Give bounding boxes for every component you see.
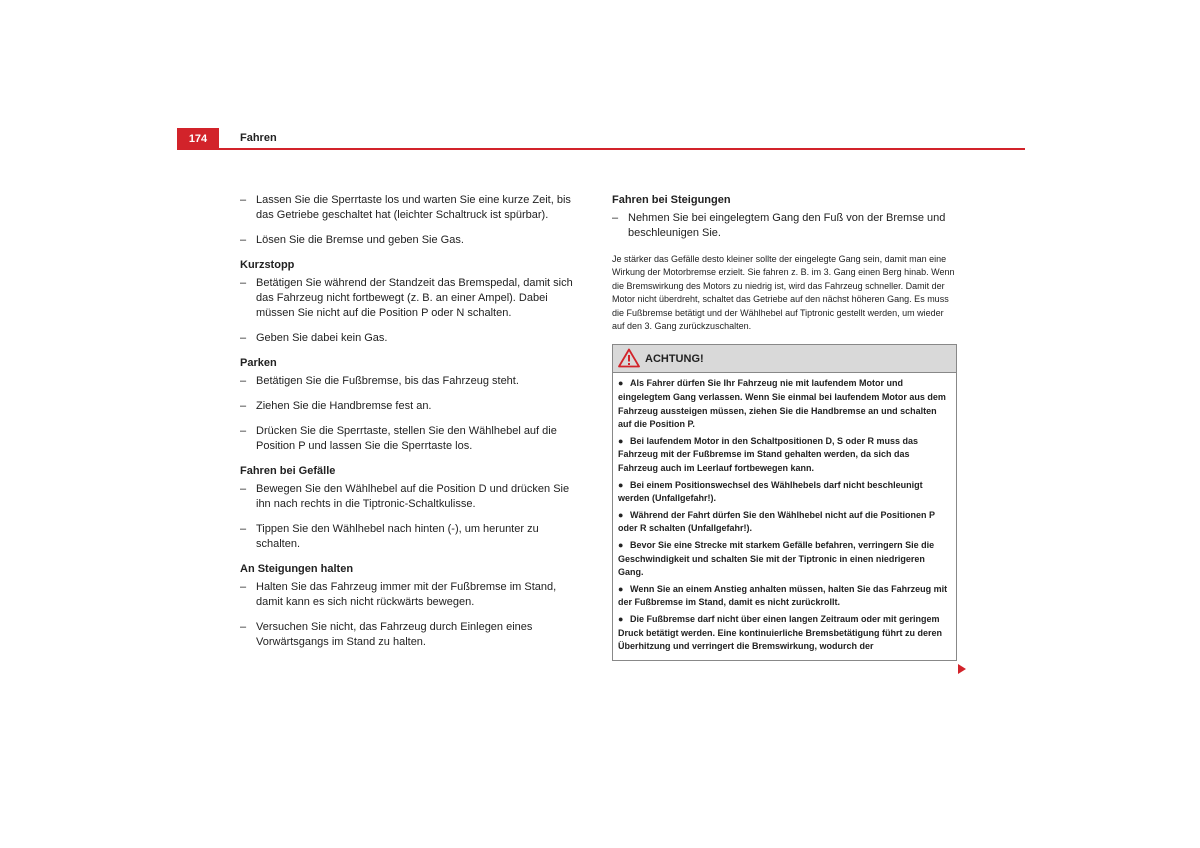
section-title-steigungen: Fahren bei Steigungen — [612, 194, 731, 206]
list-item: – Halten Sie das Fahrzeug immer mit der Fußbremse im Stand, damit kann es sich nicht rückwärts bewegen. — [240, 580, 585, 610]
bullet-icon: ● — [618, 435, 624, 446]
bullet-icon: ● — [618, 378, 624, 389]
list-item: – Drücken Sie die Sperrtaste, stellen Sie den Wählhebel auf die Position P und lassen Sie die Sperrtaste los. — [240, 424, 585, 454]
list-item: – Lassen Sie die Sperrtaste los und warten Sie eine kurze Zeit, bis das Getriebe geschaltet hat (leichter Schaltruck ist spürbar). — [240, 193, 585, 223]
header-rule — [177, 148, 1025, 150]
list-item: – Lösen Sie die Bremse und geben Sie Gas. — [240, 233, 585, 248]
list-item: – Bewegen Sie den Wählhebel auf die Position D und drücken Sie ihn nach rechts in die Tiptronic-Schaltkulisse. — [240, 482, 585, 512]
list-item: – Betätigen Sie während der Standzeit das Bremspedal, damit sich das Fahrzeug nicht fortbewegt (z. B. an einer Ampel). Dabei müssen Sie nicht auf die Position P oder N schalten. — [240, 276, 585, 321]
warning-header — [613, 345, 956, 373]
body-paragraph: Je stärker das Gefälle desto kleiner sollte der eingelegte Gang sein, damit man eine Wirkung der Motorbremse erzielt. Sie fahren z. B. im 3. Gang einen Berg hinab. Wenn die Bremswirkung des Motors zu niedrig ist, wird das Fahrzeug schneller. Damit der Motor nicht überdreht, schaltet das Getriebe auf den nächst höheren Gang. Es muss die Fußbremse betätigt und der Wählhebel auf Tiptronic gestellt werden, um wieder auf den 3. Gang zurückzuschalten. — [612, 254, 955, 332]
bullet-icon: ● — [618, 583, 624, 594]
list-item: – Geben Sie dabei kein Gas. — [240, 331, 585, 346]
warning-item: ● Bei einem Positionswechsel des Wählhebels darf nicht beschleunigt werden (Unfallgefahr!). — [618, 479, 923, 504]
section-title-parken: Parken — [240, 357, 277, 369]
warning-triangle-icon — [618, 348, 640, 368]
warning-title: ACHTUNG! — [645, 353, 704, 366]
page-number: 174 — [177, 128, 219, 149]
warning-item: ● Wenn Sie an einem Anstieg anhalten müssen, halten Sie das Fahrzeug mit der Fußbremse im Stand, damit es nicht zurückrollt. — [618, 583, 948, 608]
warning-item: ● Als Fahrer dürfen Sie Ihr Fahrzeug nie mit laufendem Motor und eingelegtem Gang verlassen. Wenn Sie einmal bei laufendem Motor aus dem Fahrzeug aussteigen müssen, ziehen Sie die Handbremse an und schalten auf die Position P. — [618, 378, 946, 430]
list-item: – Tippen Sie den Wählhebel nach hinten (-), um herunter zu schalten. — [240, 522, 585, 552]
bullet-icon: ● — [618, 613, 624, 624]
warning-box — [612, 344, 957, 660]
continue-arrow-icon — [958, 664, 966, 674]
left-column — [240, 193, 585, 660]
section-title-gefaelle: Fahren bei Gefälle — [240, 465, 336, 477]
list-item: – Betätigen Sie die Fußbremse, bis das Fahrzeug steht. — [240, 374, 585, 389]
warning-item: ● Die Fußbremse darf nicht über einen langen Zeitraum oder mit geringem Druck betätigt werden. Eine kontinuierliche Bremsbetätigung führt zu deren Überhitzung und verringert die Bremswirkung, wodurch der — [618, 613, 943, 652]
list-item: – Ziehen Sie die Handbremse fest an. — [240, 399, 585, 414]
section-title-kurzstopp: Kurzstopp — [240, 259, 295, 271]
bullet-icon: ● — [618, 479, 624, 490]
warning-item: ● Bevor Sie eine Strecke mit starkem Gefälle befahren, verringern Sie die Geschwindigkeit und schalten Sie mit der Tiptronic in einen niedrigeren Gang. — [618, 539, 935, 578]
warning-item: ● Bei laufendem Motor in den Schaltpositionen D, S oder R muss das Fahrzeug mit der Fußbremse im Stand gehalten werden, da sich das Fahrzeug auch im Leerlauf fortbewegen kann. — [618, 435, 919, 473]
bullet-icon: ● — [618, 509, 624, 520]
section-title-steigungen-halten: An Steigungen halten — [240, 563, 354, 575]
chapter-title: Fahren — [240, 132, 277, 144]
bullet-icon: ● — [618, 539, 624, 550]
warning-body — [613, 373, 956, 659]
list-item: – Versuchen Sie nicht, das Fahrzeug durch Einlegen eines Vorwärtsgangs im Stand zu halten. — [240, 620, 585, 650]
right-column — [612, 193, 957, 661]
list-item: – Nehmen Sie bei eingelegtem Gang den Fuß von der Bremse und beschleunigen Sie. — [612, 211, 957, 241]
warning-item: ● Während der Fahrt dürfen Sie den Wählhebel nicht auf die Positionen P oder R schalten (Unfallgefahr!). — [618, 509, 935, 534]
